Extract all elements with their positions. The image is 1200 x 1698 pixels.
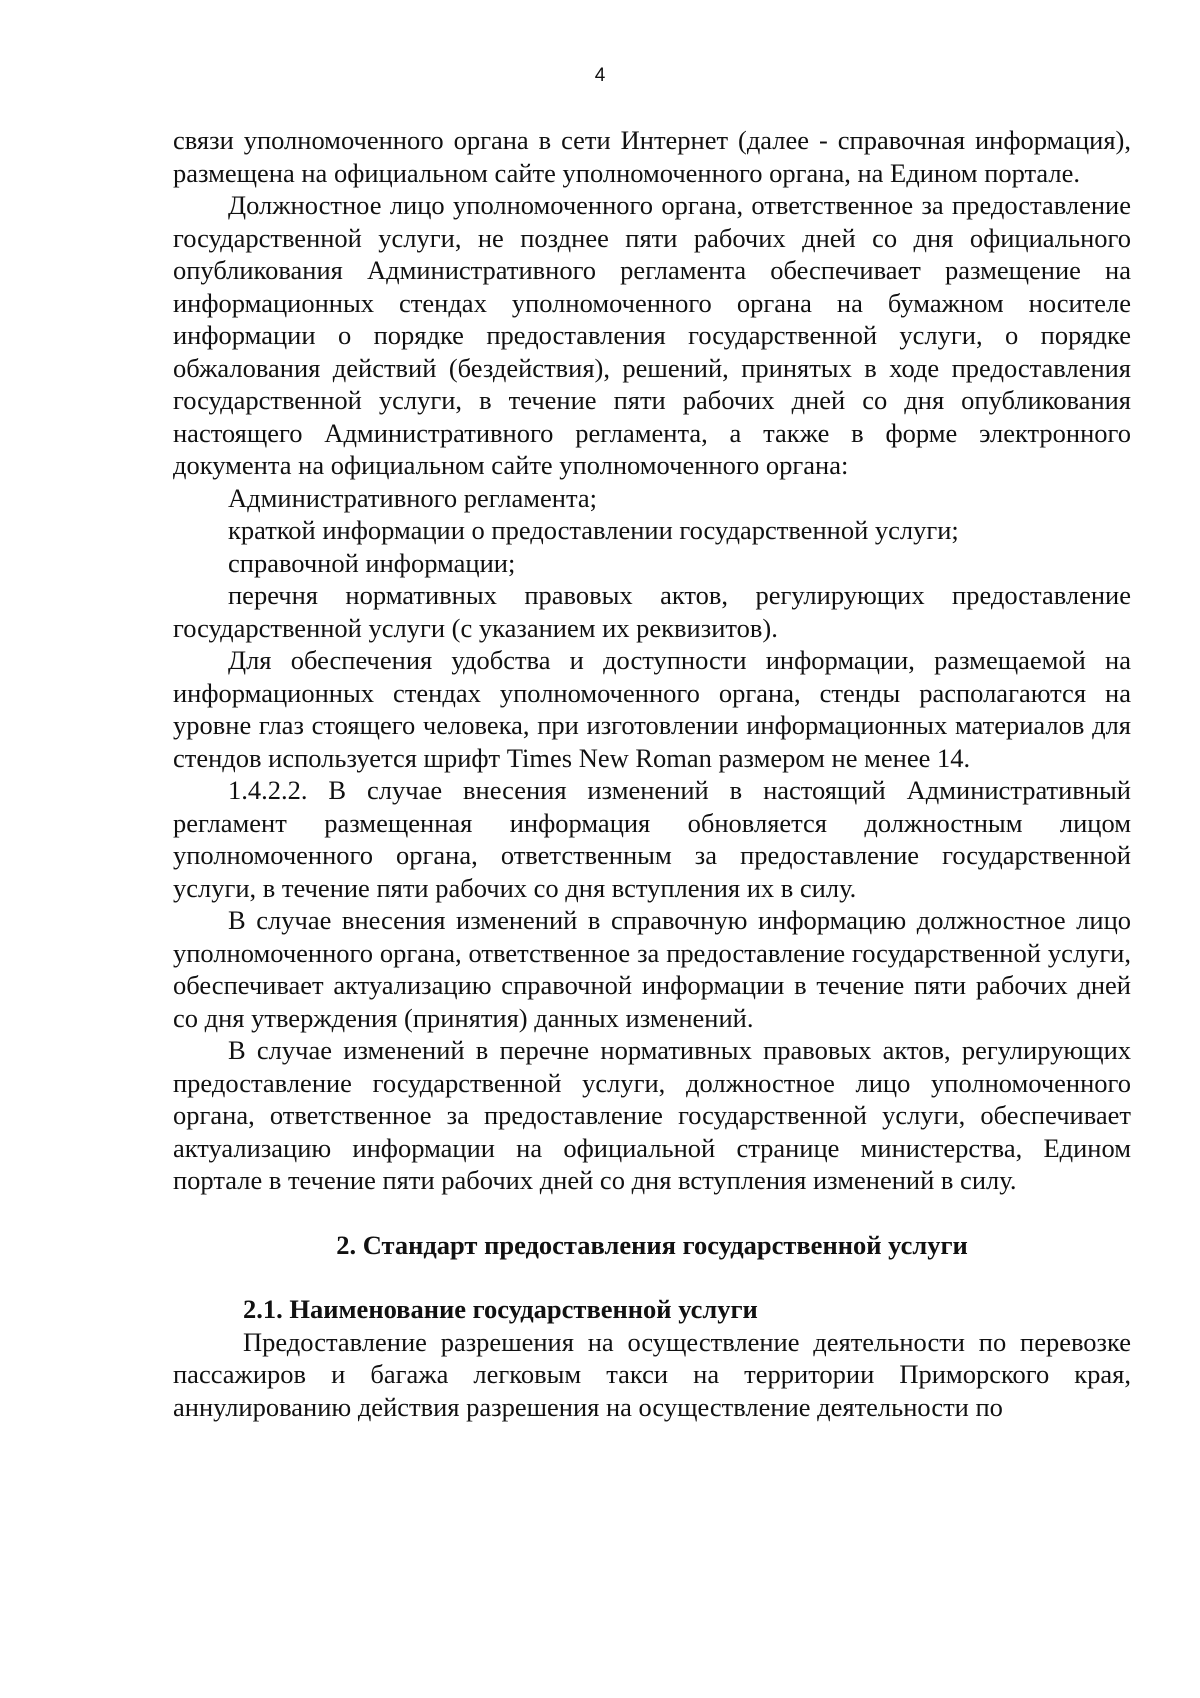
list-item-reference-info: справочной информации; (228, 547, 516, 578)
paragraph-legal-acts-changes: В случае изменений в перечне нормативных правовых актов, регулирующих предоставление государственной услуги, должностное лицо уполномоченного органа, ответственное за предоставление государственной услуги, обеспечивает актуализацию информации на официальной странице министерства, Едином портале в течение пяти рабочих дней со дня вступления изменений в силу. (173, 1035, 1131, 1195)
subsection-heading: 2.1. Наименование государственной услуги (243, 1294, 758, 1324)
document-body (173, 124, 1131, 1423)
paragraph-service-name: Предоставление разрешения на осуществление деятельности по перевозке пассажиров и багажа легковым такси на территории Приморского края, аннулированию действия разрешения на осуществление деятельности по (173, 1326, 1131, 1422)
list-item-regulation: Административного регламента; (228, 482, 597, 513)
list-item-legal-acts: перечня нормативных правовых актов, регулирующих предоставление государственной услуги (с указанием их реквизитов). (173, 580, 1131, 643)
page-number: 4 (594, 65, 606, 86)
section-heading: 2. Стандарт предоставления государственной услуги (336, 1229, 968, 1260)
list-item-brief-info: краткой информации о предоставлении государственной услуги; (228, 515, 959, 545)
paragraph-regulation-changes: 1.4.2.2. В случае внесения изменений в настоящий Административный регламент размещенная информация обновляется должностным лицом уполномоченного органа, ответственным за предоставление государственной услуги, в течение пяти рабочих со дня вступления их в силу. (173, 775, 1131, 903)
paragraph-official-duties: Должностное лицо уполномоченного органа, ответственное за предоставление государственной услуги, не позднее пяти рабочих дней со дня официального опубликования Административного регламента обеспечивает размещение на информационных стендах уполномоченного органа на бумажном носителе информации о порядке предоставления государственной услуги, о порядке обжалования действий (бездействия), решений, принятых в ходе предоставления государственной услуги, в течение пяти рабочих дней со дня опубликования настоящего Административного регламента, а также в форме электронного документа на официальном сайте уполномоченного органа: (173, 190, 1131, 480)
paragraph-stands: Для обеспечения удобства и доступности информации, размещаемой на информационных стендах уполномоченного органа, стенды располагаются на уровне глаз стоящего человека, при изготовлении информационных материалов для стендов используется шрифт Times New Roman размером не менее 14. (173, 645, 1131, 773)
paragraph-contact-info: связи уполномоченного органа в сети Интернет (далее - справочная информация), размещена на официальном сайте уполномоченного органа, на Едином портале. (173, 125, 1131, 188)
paragraph-reference-changes: В случае внесения изменений в справочную информацию должностное лицо уполномоченного органа, ответственное за предоставление государственной услуги, обеспечивает актуализацию справочной информации в течение пяти рабочих дней со дня утверждения (принятия) данных изменений. (173, 905, 1131, 1033)
